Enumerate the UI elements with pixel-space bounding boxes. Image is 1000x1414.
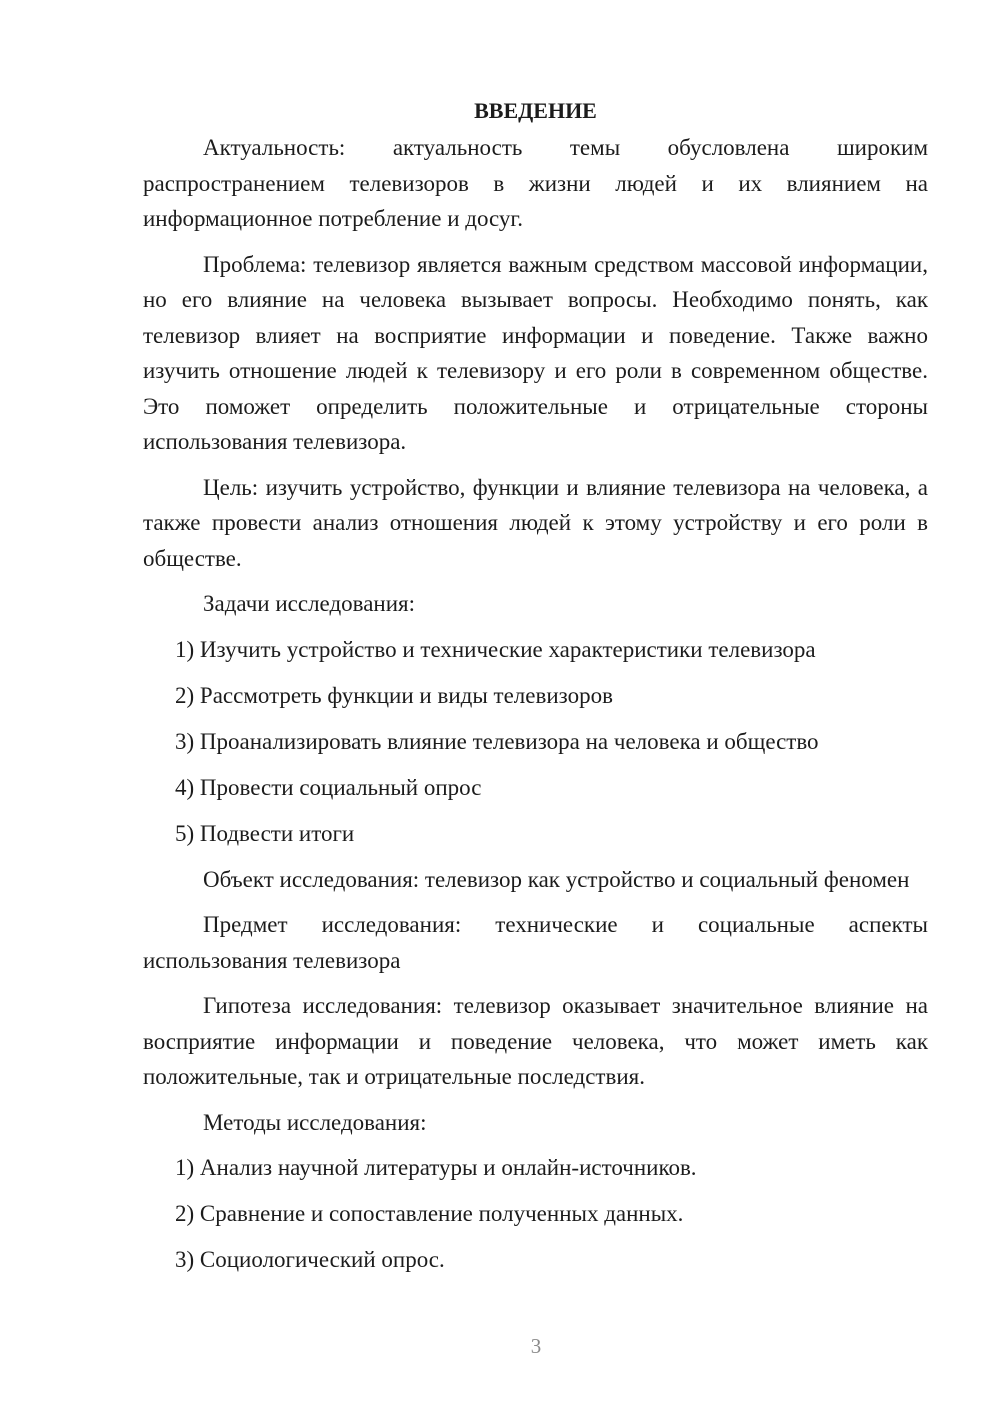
goal-paragraph: Цель: изучить устройство, функции и влияние телевизора на человека, а также провести анализ отношения людей к этому устройству и его роли в обществе. [143, 474, 928, 571]
hypothesis-paragraph: Гипотеза исследования: телевизор оказывает значительное влияние на восприятие информации и поведение человека, что может иметь как положительные, так и отрицательные последствия. [143, 993, 928, 1089]
relevance-paragraph: Актуальность: актуальность темы обусловлена широким распространением телевизоров в жизни людей и их влиянием на информационное потребление и досуг. [143, 135, 928, 231]
list-item: 1) Анализ научной литературы и онлайн-источников. [175, 1155, 697, 1180]
list-item: 3) Проанализировать влияние телевизора на человека и общество [175, 728, 819, 754]
list-item: 1) Изучить устройство и технические характеристики телевизора [175, 636, 816, 662]
page-title: ВВЕДЕНИЕ [474, 98, 597, 123]
problem-paragraph: Проблема: телевизор является важным средством массовой информации, но его влияние на человека вызывает вопросы. Необходимо понять, как телевизор влияет на восприятие информации и поведение. Также важно изучить отношение людей к телевизору и его роли в современном обществе. Это поможет определить положительные и отрицательные стороны использования телевизора. [143, 251, 928, 454]
list-item: 5) Подвести итоги [175, 820, 355, 846]
tasks-list [143, 632, 928, 852]
document-page [143, 96, 928, 1288]
page-number: 3 [530, 1334, 542, 1358]
methods-heading: Методы исследования: [203, 1109, 427, 1135]
list-item: 2) Сравнение и сопоставление полученных данных. [175, 1201, 684, 1226]
tasks-heading: Задачи исследования: [203, 591, 416, 616]
object-paragraph: Объект исследования: телевизор как устройство и социальный феномен [203, 866, 910, 892]
list-item: 2) Рассмотреть функции и виды телевизоров [175, 682, 613, 708]
methods-list [143, 1150, 928, 1278]
subject-paragraph: Предмет исследования: технические и социальные аспекты использования телевизора [143, 912, 928, 973]
list-item: 3) Социологический опрос. [175, 1247, 445, 1272]
list-item: 4) Провести социальный опрос [175, 774, 482, 800]
